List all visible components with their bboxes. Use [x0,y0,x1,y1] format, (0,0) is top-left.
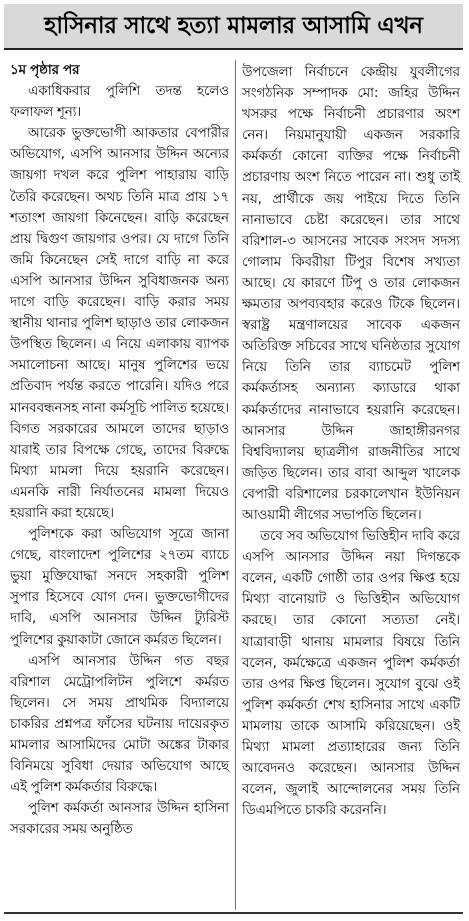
paragraph: তবে সব অভিযোগ ভিত্তিহীন দাবি করে এসপি আনসার উদ্দিন নয়া দিগন্তকে বলেন, একটি গোষ্ঠী তার ওপর ক্ষিপ্ত হয়ে মিথ্যা বানোয়াট ও ভিত্তিহীন অভিযোগ করছে। তার কোনো সত্যতা নেই। যাত্রাবাড়ী থানায় মামলার বিষয়ে তিনি বলেন, কর্মক্ষেত্রে একজন পুলিশ কর্মকর্তা তার ওপর ক্ষিপ্ত ছিলেন। সুযোগ বুঝে ওই পুলিশ কর্মকর্তা শেখ হাসিনার সাথে একটি মামলায় তাকে আসামি করিয়েছেন। ওই মিথ্যা মামলা প্রত্যাহারের জন্য তিনি আবেদনও করেছেন। আনসার উদ্দিন বলেন, জুলাই আন্দোলনের সময় তিনি ডিএমপিতে চাকরি করেননি। [242,529,460,819]
paragraph: এসপি আনসার উদ্দিন গত বছর বরিশাল মেট্রোপলিটন পুলিশে কর্মরত ছিলেন। সে সময় প্রাথমিক বিদ্যালয়ে চাকরির প্রশ্নপত্র ফাঁসের ঘটনায় দায়েরকৃত মামলার আসামিদের মোটা অঙ্কের টাকার বিনিময়ে সুবিধা দেয়ার অভিযোগ আছে এই পুলিশ কর্মকর্তার বিরুদ্ধে। [10,653,229,796]
page-reference: ১ম পৃষ্ঠার পর [10,63,80,78]
paragraph: একাধিকবার পুলিশি তদন্ত হলেও ফলাফল শূন্য। [10,84,229,121]
paragraph: আরেক ভুক্তভোগী আকতার বেপারীর অভিযোগ, এসপি আনসার উদ্দিন অন্যের জায়গা দখল করে পুলিশ পাহারায় বাড়ি তৈরি করেছেন। অথচ তিনি মাত্র প্রায় ১৭ শতাংশ জায়গা কিনেছেন। বাড়ি করেছেন প্রায় দ্বিগুণ জায়গার ওপর। যে দাগে তিনি জমি কিনেছেন সেই দাগে বাড়ি না করে এসপি আনসার উদ্দিন সুবিধাজনক অন্য দাগে বাড়ি করেছেন। বাড়ি করার সময় স্থানীয় থানার পুলিশ ছাড়াও তার লোকজন উপস্থিত ছিলেন। এ নিয়ে এলাকায় ব্যাপক সমালোচনা আছে। মানুষ পুলিশের ভয়ে প্রতিবাদ পর্যন্ত করতে পারেনি। যদিও পরে মানববন্ধনসহ নানা কর্মসূচি পালিত হয়েছে। বিগত সরকারের আমলে তাদের ছাড়াও যারাই তার বিপক্ষে গেছে, তাদের বিরুদ্ধে মিথ্যা মামলা দিয়ে হয়রানি করেছেন। এমনকি নারী নির্যাতনের মামলা দিয়েও হয়রানি করা হয়েছে। [10,126,229,521]
paragraph: পুলিশ কর্মকর্তা আনসার উদ্দিন হাসিনা সরকারের সময় অনুষ্ঠিত [10,801,229,838]
article-column-right [242,62,460,821]
paragraph: উপজেলা নির্বাচনে কেন্দ্রীয় যুবলীগের সংগঠনিক সম্পাদক মো: জহির উদ্দিন খসরুর পক্ষে নির্বাচনী প্রচারণার অংশ নেন। নিয়মানুযায়ী একজন সরকারি কর্মকর্তা কোনো ব্যক্তির পক্ষে নির্বাচনী প্রচারণায় অংশ নিতে পারেন না। শুধু তাই নয়, প্রার্থীকে জয় পাইয়ে দিতে তিনি নানাভাবে চেষ্টা করেছেন। তার সাথে বরিশাল-৩ আসনের সাবেক সংসদ সদস্য গোলাম কিবরীয়া টিপুর বিশেষ সখ্যতা আছে। যে কারণে টিপু ও তার লোকজন ক্ষমতার অপব্যবহার করেও টিকে ছিলেন। স্বরাষ্ট্র মন্ত্রণালয়ের সাবেক একজন অতিরিক্ত সচিবের সাথে ঘনিষ্ঠতার সুযোগ নিয়ে তিনি তার ব্যাচমেট পুলিশ কর্মকর্তাসহ অন্যান্য ক্যাডারে থাকা কর্মকর্তাদের নানাভাবে হয়রানি করেছেন। আনসার উদ্দিন জাহাঙ্গীরনগর বিশ্ববিদ্যালয় ছাত্রলীগ রাজনীতির সাথে জড়িত ছিলেন। তার বাবা আব্দুল খালেক বেপারী বরিশালের চরকালেখান ইউনিয়ন আওয়ামী লীগের সভাপতি ছিলেন। [242,65,460,523]
column-divider [235,60,236,910]
article-column-left [10,60,229,840]
headline: হাসিনার সাথে হত্যা মামলার আসামি এখন [44,12,423,39]
paragraph: পুলিশকে করা অভিযোগ সূত্রে জানা গেছে, বাংলাদেশ পুলিশের ২৭তম ব্যাচে ভুয়া মুক্তিযোদ্ধা সনদে সহকারী পুলিশ সুপার হিসেবে যোগ দেন। ভুক্তভোগীদের দাবি, এসপি আনসার উদ্দিন ট্যুরিস্ট পুলিশের কুয়াকাটা জোনে কর্মরত ছিলেন। [10,527,229,648]
headline-banner [4,4,463,50]
bottom-rule [4,912,463,914]
